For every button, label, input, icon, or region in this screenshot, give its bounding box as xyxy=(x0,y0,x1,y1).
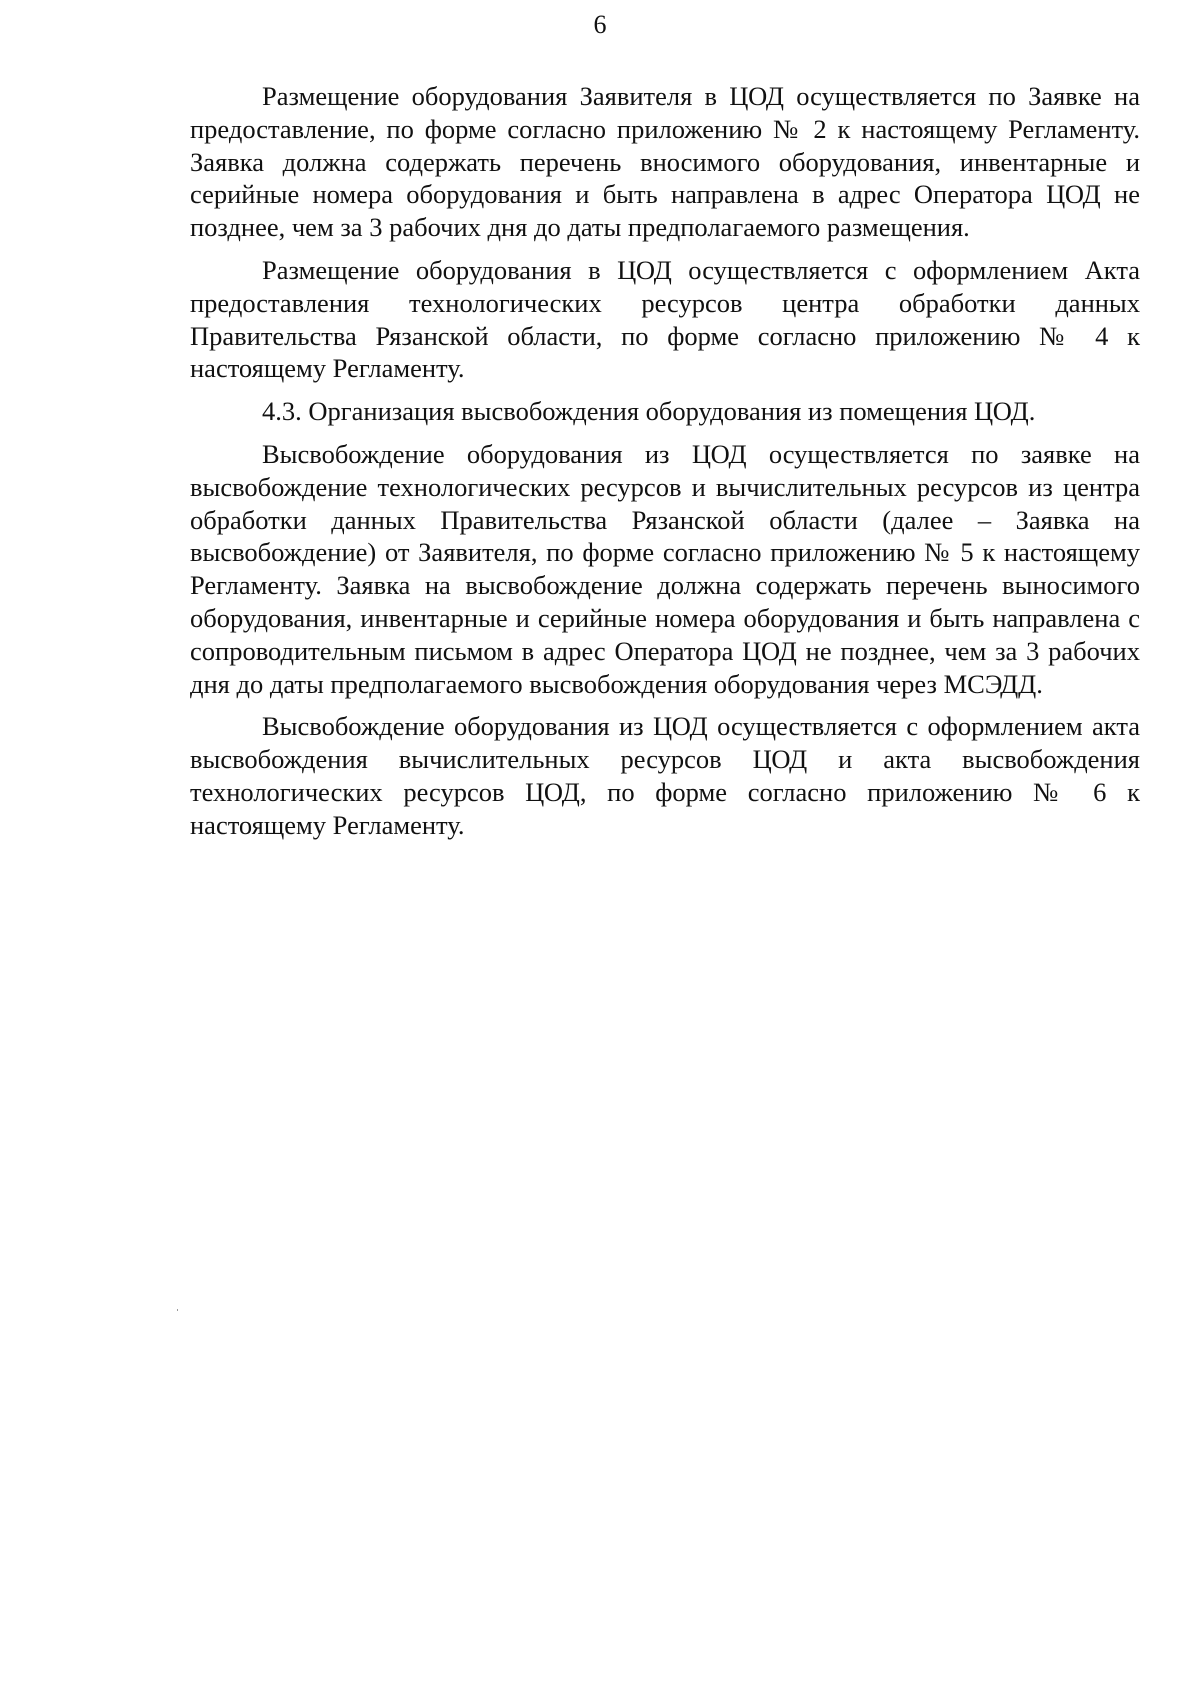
section-heading-4-3: 4.3. Организация высвобождения оборудования из помещения ЦОД. xyxy=(262,396,1036,427)
document-body xyxy=(190,80,1140,852)
paragraph-equipment-release-act: Высвобождение оборудования из ЦОД осуществляется с оформлением акта высвобождения вычислительных ресурсов ЦОД и акта высвобождения технологических ресурсов ЦОД, по форме согласно приложению № 6 к настоящему Регламенту. xyxy=(190,711,1140,840)
scan-artifact xyxy=(177,1309,178,1311)
paragraph-equipment-placement-act: Размещение оборудования в ЦОД осуществляется с оформлением Акта предоставления технологических ресурсов центра обработки данных Правительства Рязанской области, по форме согласно приложению № 4 к настоящему Регламенту. xyxy=(190,254,1140,384)
page-number: 6 xyxy=(593,10,607,39)
paragraph-equipment-release-request: Высвобождение оборудования из ЦОД осуществляется по заявке на высвобождение технологических ресурсов и вычислительных ресурсов из центра обработки данных Правительства Рязанской области (далее – Заявка на высвобождение) от Заявителя, по форме согласно приложению № 5 к настоящему Регламенту. Заявка на высвобождение должна содержать перечень выносимого оборудования, инвентарные и серийные номера оборудования и быть направлена с сопроводительным письмом в адрес Оператора ЦОД не позднее, чем за 3 рабочих дня до даты предполагаемого высвобождения оборудования через МСЭДД. xyxy=(190,438,1140,699)
paragraph-equipment-placement-request: Размещение оборудования Заявителя в ЦОД осуществляется по Заявке на предоставление, по форме согласно приложению № 2 к настоящему Регламенту. Заявка должна содержать перечень вносимого оборудования, инвентарные и серийные номера оборудования и быть направлена в адрес Оператора ЦОД не позднее, чем за 3 рабочих дня до даты предполагаемого размещения. xyxy=(190,81,1140,243)
